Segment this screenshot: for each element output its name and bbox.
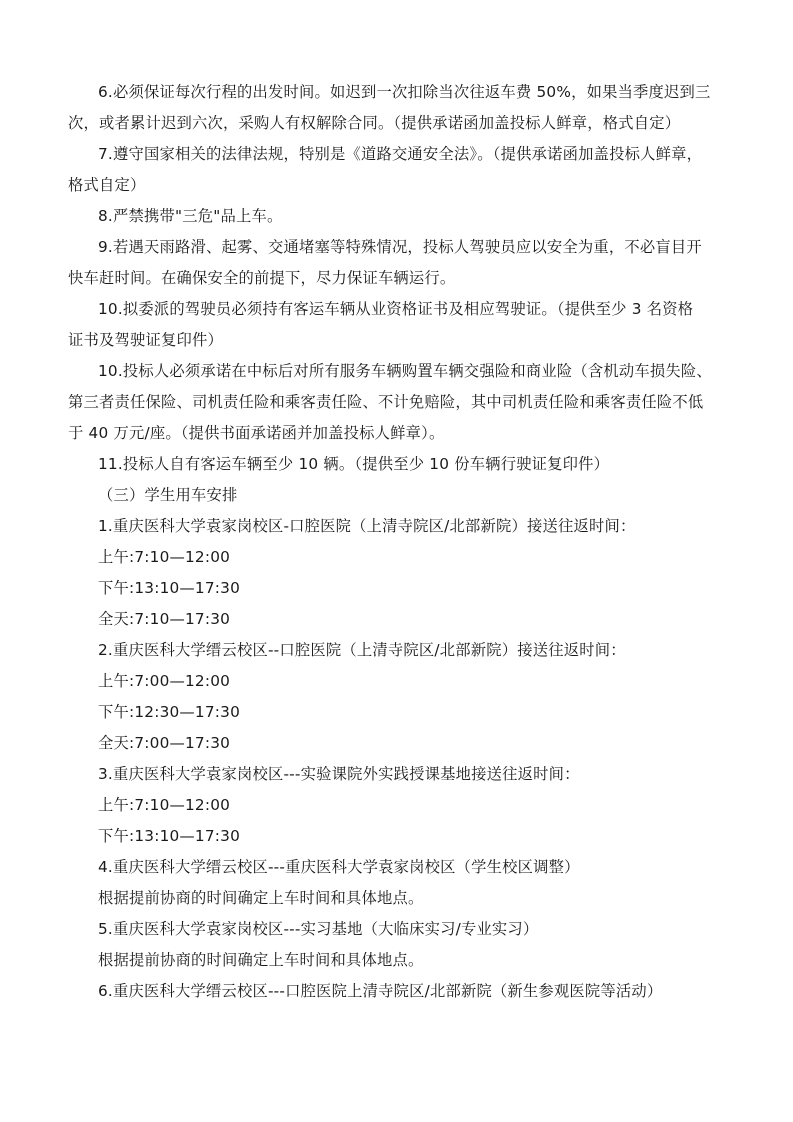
schedule-line: 上午:7:10—12:00 [98,796,231,814]
schedule-line: 上午:7:10—12:00 [98,548,231,566]
paragraph-line: 1.重庆医科大学袁家岗校区-口腔医院（上清寺院区/北部新院）接送往返时间： [98,517,636,535]
paragraph-line: 9.若遇天雨路滑、起雾、交通堵塞等特殊情况，投标人驾驶员应以安全为重，不必盲目开 [98,238,702,256]
paragraph-line: 根据提前协商的时间确定上车时间和具体地点。 [98,951,424,969]
paragraph-line: 6.必须保证每次行程的出发时间。如迟到一次扣除当次往返车费 50%，如果当季度迟到三 [98,83,711,101]
paragraph-line: 于 40 万元/座。（提供书面承诺函并加盖投标人鲜章）。 [68,424,445,442]
paragraph-line: 8.严禁携带"三危"品上车。 [98,207,283,225]
paragraph-line: 3.重庆医科大学袁家岗校区---实验课院外实践授课基地接送往返时间： [98,765,580,783]
paragraph-line: 第三者责任保险、司机责任险和乘客责任险、不计免赔险，其中司机责任险和乘客责任险不低 [68,393,704,411]
paragraph-line: 次，或者累计迟到六次，采购人有权解除合同。（提供承诺函加盖投标人鲜章，格式自定） [68,114,681,132]
paragraph-line: 格式自定） [68,176,146,194]
paragraph-line: 11.投标人自有客运车辆至少 10 辆。（提供至少 10 份车辆行驶证复印件） [98,455,610,473]
paragraph-line: 快车赶时间。在确保安全的前提下，尽力保证车辆运行。 [68,269,456,287]
paragraph-line: 4.重庆医科大学缙云校区---重庆医科大学袁家岗校区（学生校区调整） [98,858,580,876]
paragraph-line: 5.重庆医科大学袁家岗校区---实习基地（大临床实习/专业实习） [98,920,539,938]
schedule-line: 下午:13:10—17:30 [98,827,241,845]
paragraph-line: 10.拟委派的驾驶员必须持有客运车辆从业资格证书及相应驾驶证。（提供至少 3 名资格 [98,300,694,318]
paragraph-line: 6.重庆医科大学缙云校区---口腔医院上清寺院区/北部新院（新生参观医院等活动） [98,982,663,1000]
paragraph-line: 2.重庆医科大学缙云校区--口腔医院（上清寺院区/北部新院）接送往返时间： [98,641,626,659]
paragraph-line: 10.投标人必须承诺在中标后对所有服务车辆购置车辆交强险和商业险（含机动车损失险、 [98,362,712,380]
section-heading: （三）学生用车安排 [98,486,238,504]
schedule-line: 全天:7:00—17:30 [98,734,231,752]
schedule-line: 下午:13:10—17:30 [98,579,241,597]
paragraph-line: 7.遵守国家相关的法律法规，特别是《道路交通安全法》。（提供承诺函加盖投标人鲜章， [98,145,703,163]
schedule-line: 下午:12:30—17:30 [98,703,241,721]
paragraph-line: 证书及驾驶证复印件） [68,331,223,349]
schedule-line: 上午:7:00—12:00 [98,672,231,690]
schedule-line: 全天:7:10—17:30 [98,610,231,628]
paragraph-line: 根据提前协商的时间确定上车时间和具体地点。 [98,889,424,907]
